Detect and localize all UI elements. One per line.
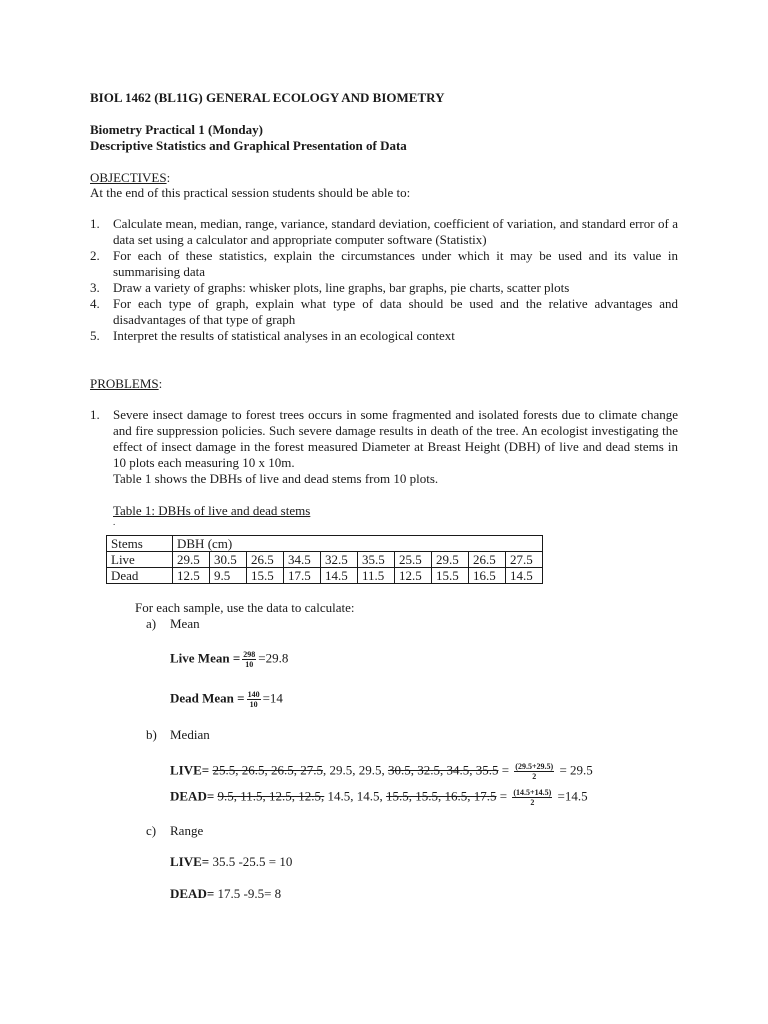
live-median-label: LIVE= [170,762,210,778]
table-caption: Table 1: DBHs of live and dead stems [113,503,311,518]
objectives-list [90,216,678,344]
fraction-numerator: 298 [243,650,256,659]
item-a-label: a) [146,616,157,631]
course-heading: BIOL 1462 (BL11G) GENERAL ECOLOGY AND BIOMETRY [90,90,445,105]
table-cell: 29.5 [432,552,469,568]
dead-struck-values-low: 9.5, 11.5, 12.5, 12.5, [217,788,325,804]
dead-median-result: =14.5 [557,788,588,804]
fraction-denominator: 10 [249,700,258,709]
live-equals: = [501,762,510,778]
dbh-table [106,535,543,584]
problem-number: 1. [90,407,100,422]
objective-number: 4. [90,296,100,311]
live-median-fraction [514,762,554,781]
table-cell: 35.5 [358,552,395,568]
table-cell: 12.5 [395,568,432,584]
problem-item [90,407,678,487]
table-cell: 14.5 [321,568,358,584]
table-cell: 12.5 [173,568,210,584]
header-cell: Stems [107,536,173,552]
live-middle-values: , 29.5, 29.5, [322,762,385,778]
table-cell: 30.5 [210,552,247,568]
table-cell: 11.5 [358,568,395,584]
dead-range-value: 17.5 -9.5= 8 [214,886,282,901]
objective-number: 1. [90,216,100,231]
problems-colon: : [158,376,163,391]
row-label: Live [107,552,173,568]
objectives-label: OBJECTIVES [90,170,167,185]
item-c-title: Range [170,823,204,838]
table-cell: 14.5 [506,568,543,584]
table-row-dead [107,568,543,584]
problem-text-table-ref: Table 1 shows the DBHs of live and dead stems from 10 plots. [113,471,439,486]
table-cell: 15.5 [432,568,469,584]
live-median-result: = 29.5 [559,762,593,778]
table-cell: 17.5 [284,568,321,584]
dead-median-fraction [512,788,552,807]
live-mean-row [170,650,288,669]
dead-mean-label: Dead Mean = [170,690,245,706]
dead-median-label: DEAD= [170,788,215,804]
dead-equals: = [499,788,508,804]
calc-intro: For each sample, use the data to calculate: [135,600,355,615]
table-cell: 25.5 [395,552,432,568]
practical-title: Biometry Practical 1 (Monday) [90,122,263,137]
objectives-heading [90,170,170,186]
live-median-row [170,762,593,781]
objective-item [90,248,678,280]
item-c-label: c) [146,823,157,838]
dead-range-label: DEAD= [170,886,215,901]
problems-label: PROBLEMS [90,376,159,391]
objective-item [90,328,678,344]
objective-item [90,296,678,328]
objective-text: For each of these statistics, explain the circumstances under which it may be used and its value in summarising data [113,248,678,279]
objective-text: Draw a variety of graphs: whisker plots, line graphs, bar graphs, pie charts, scatter plots [113,280,570,295]
table-cell: 32.5 [321,552,358,568]
row-label: Dead [107,568,173,584]
live-struck-values-high: 30.5, 32.5, 34.5, 35.5 [387,762,499,778]
dead-mean-result: =14 [262,690,283,706]
dead-mean-row [170,690,283,709]
objective-number: 5. [90,328,100,343]
fraction-numerator: 140 [247,690,260,699]
objective-text: Interpret the results of statistical analyses in an ecological context [113,328,455,343]
table-cell: 26.5 [247,552,284,568]
practical-subtitle: Descriptive Statistics and Graphical Presentation of Data [90,138,407,153]
live-mean-result: =29.8 [258,650,289,666]
table-row-live [107,552,543,568]
objective-item [90,280,678,296]
problems-heading [90,376,162,392]
problems-list [90,407,678,487]
table-cell: 26.5 [469,552,506,568]
table-cell: 34.5 [284,552,321,568]
table-cell: 15.5 [247,568,284,584]
live-range-row [170,854,292,870]
live-mean-label: Live Mean = [170,650,241,666]
problem-text: Severe insect damage to forest trees occurs in some fragmented and isolated forests due to climate change and fire suppression policies. Such severe damage results in death of the tree. An ecologist investigating the effect of insect damage in the forest measured Diameter at Breast Height (DBH) of live and dead stems in 10 plots each measuring 10 x 10m. [113,407,678,470]
table-cell: 16.5 [469,568,506,584]
table-header-row [107,536,543,552]
objective-text: For each type of graph, explain what type of data should be used and the relative advantages and disadvantages of that type of graph [113,296,678,327]
objective-number: 2. [90,248,100,263]
dead-struck-values-high: 15.5, 15.5, 16.5, 17.5 [386,788,497,804]
fraction-denominator: 2 [532,772,537,781]
live-mean-fraction [242,650,256,669]
dead-range-row [170,886,281,902]
item-b-title: Median [170,727,210,742]
objectives-intro: At the end of this practical session students should be able to: [90,185,411,200]
fraction-numerator: (29.5+29.5) [515,762,554,771]
fraction-denominator: 2 [530,798,535,807]
item-b-label: b) [146,727,157,742]
dead-mean-fraction [247,690,261,709]
caption-dot: . [113,517,116,527]
item-a-title: Mean [170,616,200,631]
live-range-label: LIVE= [170,854,210,869]
objectives-colon: : [166,170,171,185]
header-cell: DBH (cm) [173,536,543,552]
dead-middle-values: 14.5, 14.5, [324,788,383,804]
table-cell: 27.5 [506,552,543,568]
fraction-denominator: 10 [245,660,254,669]
table-cell: 29.5 [173,552,210,568]
dead-median-row [170,788,588,807]
objective-text: Calculate mean, median, range, variance, standard deviation, coefficient of variation, and standard error of a data set using a calculator and appropriate computer software (Statistix) [113,216,678,247]
objective-number: 3. [90,280,100,295]
live-struck-values-low: 25.5, 26.5, 26.5, 27.5 [212,762,323,778]
live-range-value: 35.5 -25.5 = 10 [209,854,293,869]
fraction-numerator: (14.5+14.5) [513,788,552,797]
table-cell: 9.5 [210,568,247,584]
objective-item [90,216,678,248]
